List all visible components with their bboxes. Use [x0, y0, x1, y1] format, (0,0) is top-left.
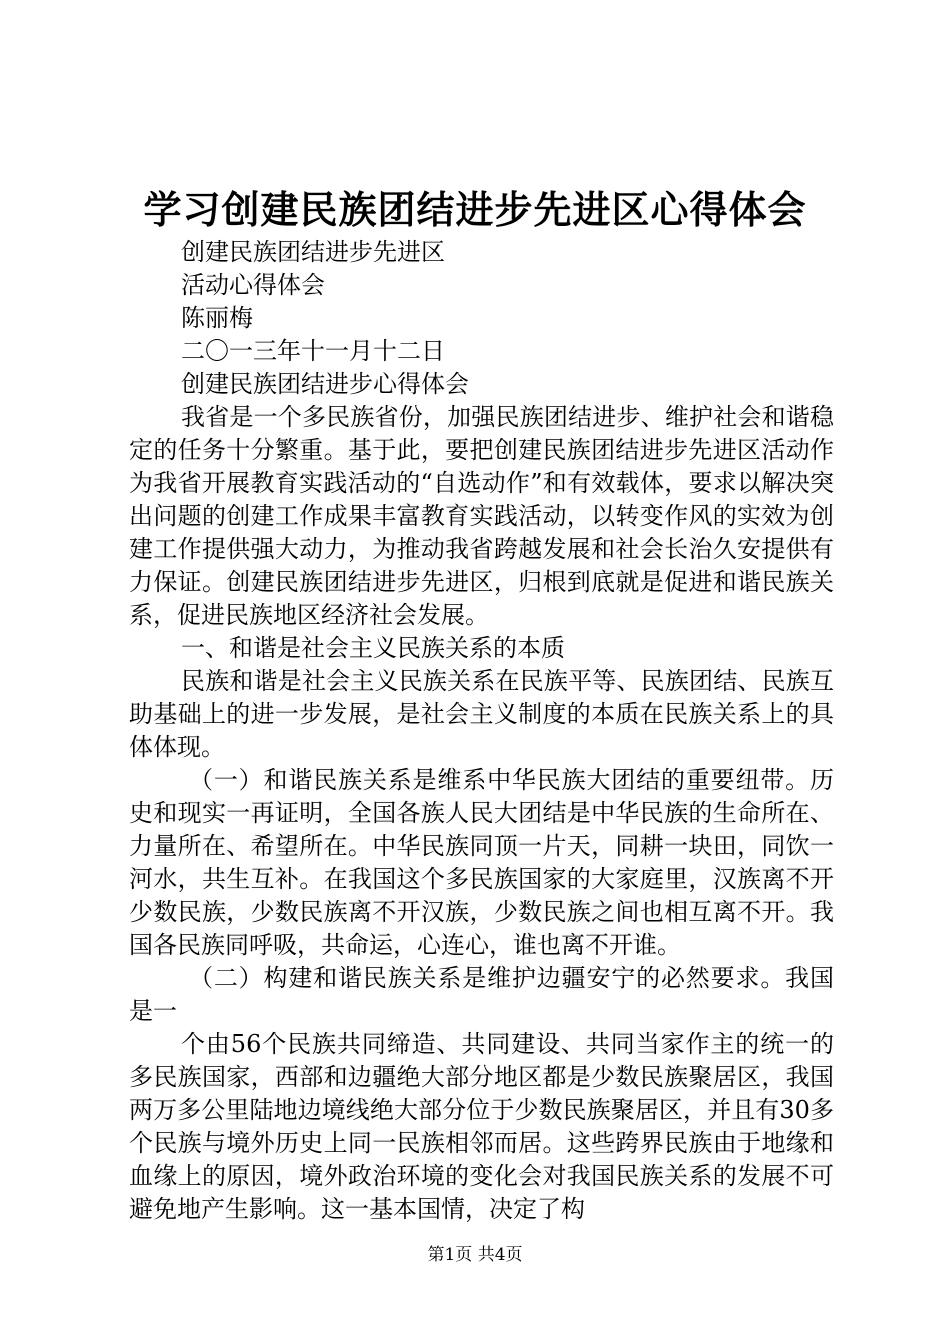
document-title: 学习创建民族团结进步先进区心得体会 [143, 187, 807, 232]
header-line-1: 创建民族团结进步先进区 [181, 238, 445, 266]
subtitle: 创建民族团结进步心得体会 [181, 370, 469, 398]
paragraph-point-2: （二）构建和谐民族关系是维护边疆安宁的必然要求。我国是一 [129, 964, 834, 1025]
document-body [129, 236, 834, 1226]
author-name: 陈丽梅 [181, 304, 253, 332]
header-line-2: 活动心得体会 [181, 271, 325, 299]
paragraph-intro: 我省是一个多民族省份，加强民族团结进步、维护社会和谐稳定的任务十分繁重。基于此，要把创建民族团结进步先进区活动作为我省开展教育实践活动的“自选动作”和有效载体，要求以解决突出问题的创建工作成果丰富教育实践活动，以转变作风的实效为创建工作提供强大动力，为推动我省跨越发展和社会长治久安提供有力保证。创建民族团结进步先进区，归根到底就是促进和谐民族关系，促进民族地区经济社会发展。 [129, 403, 834, 629]
section-heading-1: 一、和谐是社会主义民族关系的本质 [181, 634, 565, 662]
paragraph-point-2-continued: 个由56个民族共同缔造、共同建设、共同当家作主的统一的多民族国家，西部和边疆绝大部分地区都是少数民族聚居区，我国两万多公里陆地边境线绝大部分位于少数民族聚居区，并且有30多个民族与境外历史上同一民族相邻而居。这些跨界民族由于地缘和血缘上的原因，境外政治环境的变化会对我国民族关系的发展不可避免地产生影响。这一基本国情，决定了构 [129, 1030, 834, 1223]
paragraph-point-1: （一）和谐民族关系是维系中华民族大团结的重要纽带。历史和现实一再证明，全国各族人民大团结是中华民族的生命所在、力量所在、希望所在。中华民族同顶一片天，同耕一块田，同饮一河水，共生互补。在我国这个多民族国家的大家庭里，汉族离不开少数民族，少数民族离不开汉族，少数民族之间也相互离不开。我国各民族同呼吸，共命运，心连心，谁也离不开谁。 [129, 766, 834, 959]
page-number-footer: 第1页 共4页 [427, 1245, 523, 1265]
document-date: 二〇一三年十一月十二日 [181, 337, 445, 365]
paragraph-harmony: 民族和谐是社会主义民族关系在民族平等、民族团结、民族互助基础上的进一步发展，是社会主义制度的本质在民族关系上的具体体现。 [129, 667, 834, 761]
